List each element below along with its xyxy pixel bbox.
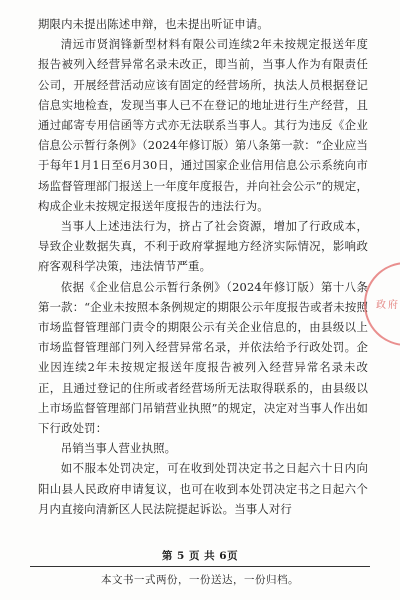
page-number: 第 5 页 共 6页 [161, 550, 239, 562]
document-body [38, 14, 368, 519]
footer-divider [30, 566, 370, 567]
paragraph-2: 清远市贤润锋新型材料有限公司连续2年未按规定报送年度报告被列入经营异常名录未改正，即当前，当事人作为有限责任公司，开展经营活动应该有固定的经营场所，执法人员根据登记信息实地检查，发现当事人已不在登记的地址进行生产经营，且通过邮寄专用信函等方式亦无法联系当事人。其行为违反《企业信息公示暂行条例》（2024年修订版）第八条第一款：“企业应当于每年1月1日至6月30日，通过国家企业信用信息公示系统向市场监督管理部门报送上一年度年度报告，并向社会公示”的规定，构成企业未按规定报送年度报告的违法行为。 [38, 37, 368, 213]
paragraph-6: 如不服本处罚决定，可在收到处罚决定书之日起六十日内向阳山县人民政府申请复议，也可在收到本处罚决定书之日起六个月内直接向清新区人民法院提起诉讼。当事人对行 [38, 461, 368, 516]
paragraph-3: 当事人上述违法行为，挤占了社会资源，增加了行政成本，导致企业数据失真，不利于政府掌握地方经济实际情况，影响政府客观科学决策，违法情节严重。 [38, 219, 368, 274]
paragraph-5: 吊销当事人营业执照。 [60, 441, 177, 456]
official-seal-text: 政府 [376, 300, 400, 311]
footer-note: 本文书一式两份，一份送达，一份归档。 [101, 574, 299, 586]
paragraph-4: 依据《企业信息公示暂行条例》（2024年修订版）第十八条第一款：“企业未按照本条例规定的期限公示年度报告或者未按照市场监督管理部门责令的期限公示有关企业信息的，由县级以上市场监督管理部门列入经营异常名录，并依法给予行政处罚。企业因连续2年未按规定报送年度报告被列入经营异常名录未改正，且通过登记的住所或者经营场所无法取得联系的，由县级以上市场监督管理部门吊销营业执照”的规定，决定对当事人作出如下行政处罚： [38, 279, 368, 436]
paragraph-1: 期限内未提出陈述申辩，也未提出听证申请。 [38, 17, 269, 31]
